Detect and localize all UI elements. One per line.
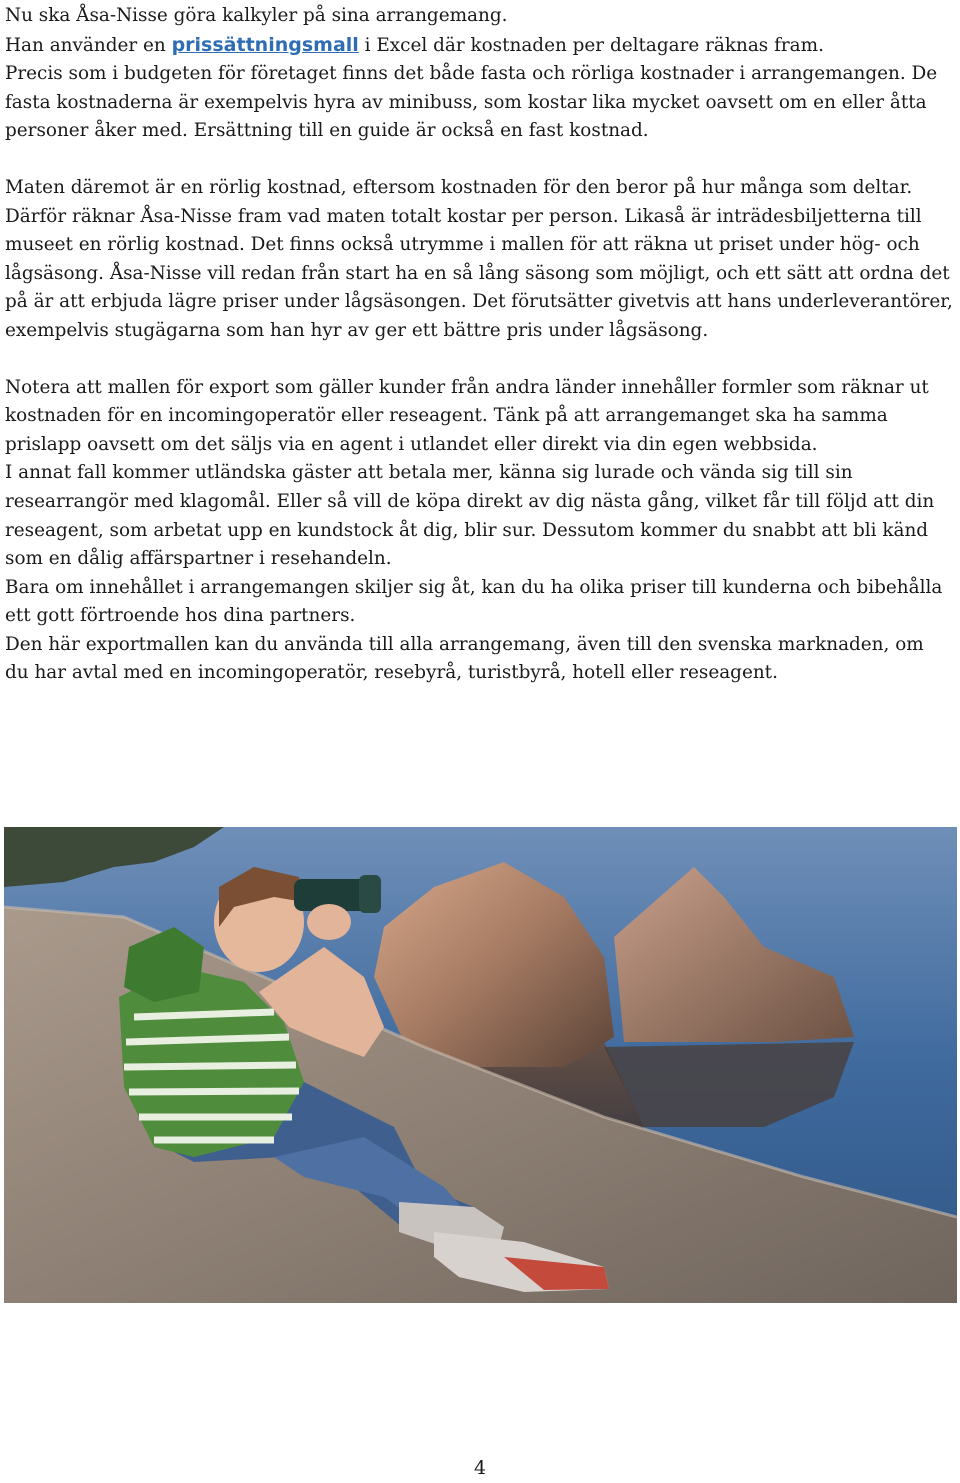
prissattningsmall-link[interactable]: prissättningsmall (171, 33, 359, 56)
intro-line-2 (5, 31, 953, 61)
paragraph-foreign-guests: I annat fall kommer utländska gäster att betala mer, känna sig lurade och vända sig till sin researrangör med klagomål. Eller så vill de köpa direkt av dig nästa gång, vilket får till följd att din reseagent, som arbetat upp en kundstock åt dig, blir sur. Dessutom kommer du snabbt att bli känd som en dålig affärspartner i resehandeln. (5, 462, 935, 570)
intro-line-1: Nu ska Åsa-Nisse göra kalkyler på sina arrangemang. (5, 5, 508, 26)
paragraph-gap (5, 146, 953, 174)
page-number: 4 (473, 1457, 487, 1479)
intro-line-2-after: i Excel där kostnaden per deltagare räknas fram. (358, 34, 824, 56)
intro-line-3: Precis som i budgeten för företaget finns det både fasta och rörliga kostnader i arrangemangen. De fasta kostnaderna är exempelvis hyra av minibuss, som kostar lika mycket oavsett om en eller åtta personer åker med. Ersättning till en guide är också en fast kostnad. (5, 63, 938, 142)
paragraph-gap (5, 346, 953, 374)
intro-line-2-before: Han använder en (5, 34, 172, 56)
paragraph-export-note: Notera att mallen för export som gäller kunder från andra länder innehåller formler som räknar ut kostnaden för en incomingoperatör eller reseagent. Tänk på att arrangemanget ska ha samma prislapp oavsett om det säljs via en agent i utlandet eller direkt via din egen webbsida. (5, 376, 929, 455)
body-text (5, 2, 953, 688)
paragraph-variable-costs: Maten däremot är en rörlig kostnad, eftersom kostnaden för den beror på hur många som deltar. Därför räknar Åsa-Nisse fram vad maten totalt kostar per person. Likaså är inträdesbiljetterna till museet en rörlig kostnad. Det finns också utrymme i mallen för att räkna ut priset under hög- och lågsäsong. Åsa-Nisse vill redan från start ha en så lång säsong som möjligt, och ett sätt att ordna det på är att erbjuda lägre priser under lågsäsongen. Det förutsätter givetvis att hans underleverantörer, exempelvis stugägarna som han hyr av ger ett bättre pris under lågsäsong. (5, 176, 953, 341)
photo-boy-with-binoculars (4, 827, 957, 1303)
paragraph-export-template: Den här exportmallen kan du använda till alla arrangemang, även till den svenska marknaden, om du har avtal med en incomingoperatör, resebyrå, turistbyrå, hotell eller reseagent. (5, 633, 924, 684)
paragraph-different-prices: Bara om innehållet i arrangemangen skiljer sig åt, kan du ha olika priser till kunderna och bibehålla ett gott förtroende hos dina partners. (5, 576, 943, 627)
